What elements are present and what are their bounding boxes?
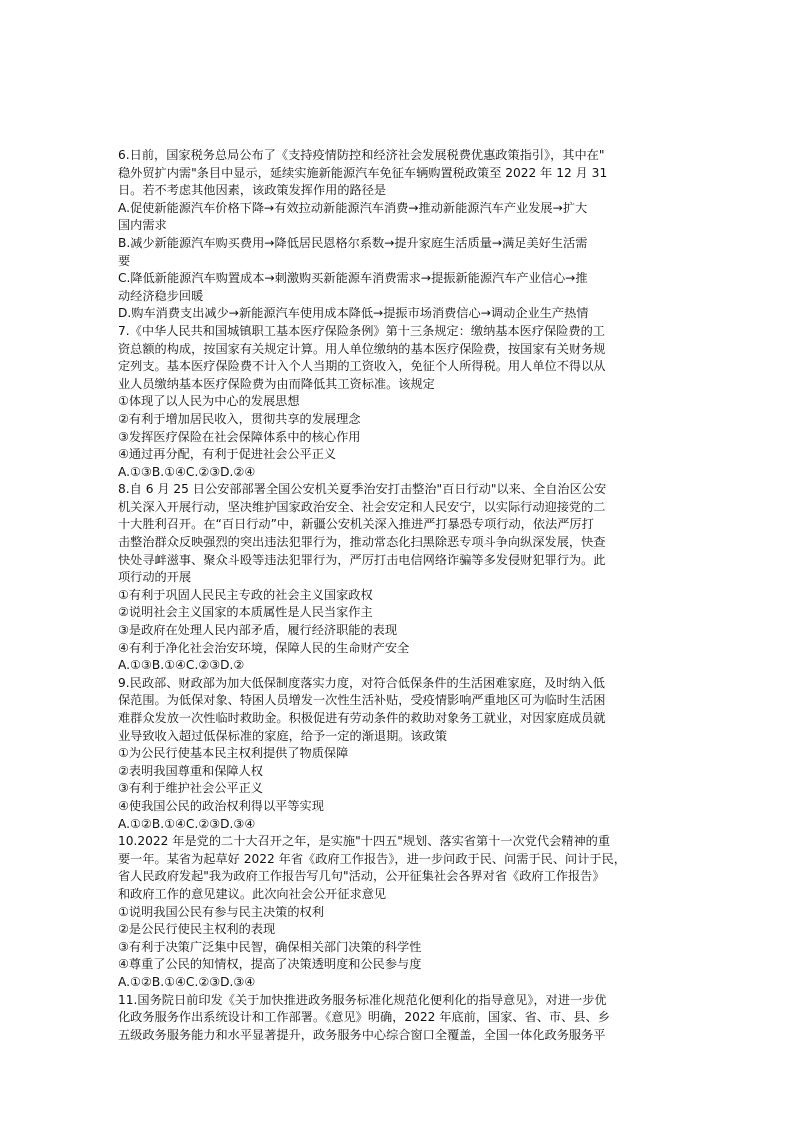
text-line: 6.日前，国家税务总局公布了《支持疫情防控和经济社会发展税费优惠政策指引》，其中在": [118, 148, 605, 162]
text-line: A.①③B.①④C.②③D.②④: [118, 464, 256, 479]
text-line: C.降低新能源汽车购置成本→刺激购买新能源车消费需求→提振新能源汽车产业信心→推: [118, 271, 588, 286]
text-line: ④通过再分配，有利于促进社会公平正义: [118, 447, 337, 462]
question-10: [118, 833, 680, 991]
text-line: 五级政务服务能力和水平显著提升，政务服务中心综合窗口全覆盖，全国一体化政务服务平: [118, 1027, 606, 1042]
text-line: ④尊重了公民的知情权，提高了决策透明度和公民参与度: [118, 957, 422, 972]
text-line: 机关深入开展行动，坚决维护国家政治安全、社会安定和人民安宁，以实际行动迎接党的二: [118, 499, 606, 514]
question-7: [118, 323, 680, 481]
text-line: 10.2022 年是党的二十大召开之年，是实施"十四五"规划、落实省第十一次党代会精神的重: [118, 834, 611, 849]
text-line: 定列支。基本医疗保险费不计入个人当期的工资收入，免征个人所得税。用人单位不得以从: [118, 359, 606, 374]
text-line: ①为公民行使基本民主权利提供了物质保障: [118, 746, 349, 761]
text-line: 业人员缴纳基本医疗保险费为由而降低其工资标准。该规定: [118, 376, 435, 391]
text-line: 资总额的构成，按国家有关规定计算。用人单位缴纳的基本医疗保险费，按国家有关财务规: [118, 341, 606, 356]
text-line: 省人民政府发起"我为政府工作报告写几句"活动，公开征集社会各界对省《政府工作报告》: [118, 869, 605, 884]
text-line: ②是公民行使民主权利的表现: [118, 922, 276, 937]
text-line: 要: [118, 253, 131, 268]
text-line: ①有利于巩固人民民主专政的社会主义国家政权: [118, 587, 373, 602]
text-line: 击整治群众反映强烈的突出违法犯罪行为，推动常态化扫黑除恶专项斗争向纵深发展，快查: [118, 535, 606, 550]
text-line: 项行动的开展: [118, 570, 192, 585]
text-line: A.促使新能源汽车价格下降→有效拉动新能源汽车消费→推动新能源汽车产业发展→扩大: [118, 200, 588, 215]
text-line: 国内需求: [118, 218, 167, 233]
text-line: 日。若不考虑其他因素，该政策发挥作用的路径是: [118, 183, 387, 198]
text-line: 11.国务院日前印发《关于加快推进政务服务标准化规范化便利化的指导意见》，对进一步优: [118, 992, 607, 1007]
text-line: A.①②B.①④C.②③D.③④: [118, 816, 256, 831]
text-line: ②有利于增加居民收入，贯彻共享的发展理念: [118, 411, 361, 426]
text-line: 业导致收入超过低保标准的家庭，给予一定的渐退期。该政策: [118, 728, 448, 743]
text-line: A.①③B.①④C.②③D.②: [118, 658, 245, 673]
question-6: [118, 147, 680, 323]
question-8: [118, 481, 680, 675]
text-line: 快处寻衅滋事、聚众斗殴等违法犯罪行为，严厉打击电信网络诈骗等多发侵财犯罪行为。此: [118, 552, 606, 567]
text-line: ②表明我国尊重和保障人权: [118, 763, 263, 778]
text-line: 难群众发放一次性临时救助金。积极促进有劳动条件的救助对象务工就业，对因家庭成员就: [118, 711, 606, 725]
text-line: D.购车消费支出减少→新能源汽车使用成本降低→提振市场消费信心→调动企业生产热情: [118, 306, 589, 321]
text-line: ④使我国公民的政治权利得以平等实现: [118, 798, 324, 813]
text-line: ①体现了以人民为中心的发展思想: [118, 394, 300, 409]
question-11: [118, 992, 680, 1045]
text-line: ③有利于维护社会公平正义: [118, 781, 263, 796]
text-line: ③是政府在处理人民内部矛盾，履行经济职能的表现: [118, 623, 398, 638]
text-line: ①说明我国公民有参与民主决策的权利: [118, 904, 324, 919]
text-line: 7.《中华人民共和国城镇职工基本医疗保险条例》第十三条规定：缴纳基本医疗保险费的工: [118, 323, 605, 338]
text-line: B.减少新能源汽车购买费用→降低居民恩格尔系数→提升家庭生活质量→满足美好生活需: [118, 235, 588, 250]
text-line: 9.民政部、财政部为加大低保制度落实力度，对符合低保条件的生活困难家庭，及时纳入低: [118, 675, 605, 690]
text-line: 动经济稳步回暖: [118, 288, 204, 303]
text-line: A.①②B.①④C.②③D.③④: [118, 974, 256, 989]
document-page: [118, 147, 680, 1044]
text-line: ④有利于净化社会治安环境，保障人民的生命财产安全: [118, 640, 410, 655]
text-line: 保范围。为低保对象、特困人员增发一次性生活补贴，受疫情影响严重地区可为临时生活困: [118, 693, 606, 708]
question-9: [118, 675, 680, 833]
text-line: 和政府工作的意见建议。此次向社会公开征求意见: [118, 886, 387, 901]
text-line: 十大胜利召开。在“百日行动”中，新疆公安机关深入推进严打暴恐专项行动，依法严厉打: [118, 517, 594, 532]
text-line: 化政务服务作出系统设计和工作部署。《意见》明确，2022 年底前，国家、省、市、县、乡: [118, 1010, 610, 1025]
text-line: 要一年。某省为起草好 2022 年省《政府工作报告》，进一步问政于民、问需于民、问计于民，: [118, 851, 626, 866]
text-line: 8.自 6 月 25 日公安部部署全国公安机关夏季治安打击整治"百日行动"以来、全自治区公安: [118, 482, 607, 497]
text-line: ②说明社会主义国家的本质属性是人民当家作主: [118, 605, 373, 620]
text-line: ③发挥医疗保险在社会保障体系中的核心作用: [118, 429, 361, 444]
text-line: 稳外贸扩内需"条目中显示，延续实施新能源汽车免征车辆购置税政策至 2022 年 12 月 31: [118, 165, 608, 180]
text-line: ③有利于决策广泛集中民智，确保相关部门决策的科学性: [118, 939, 422, 954]
